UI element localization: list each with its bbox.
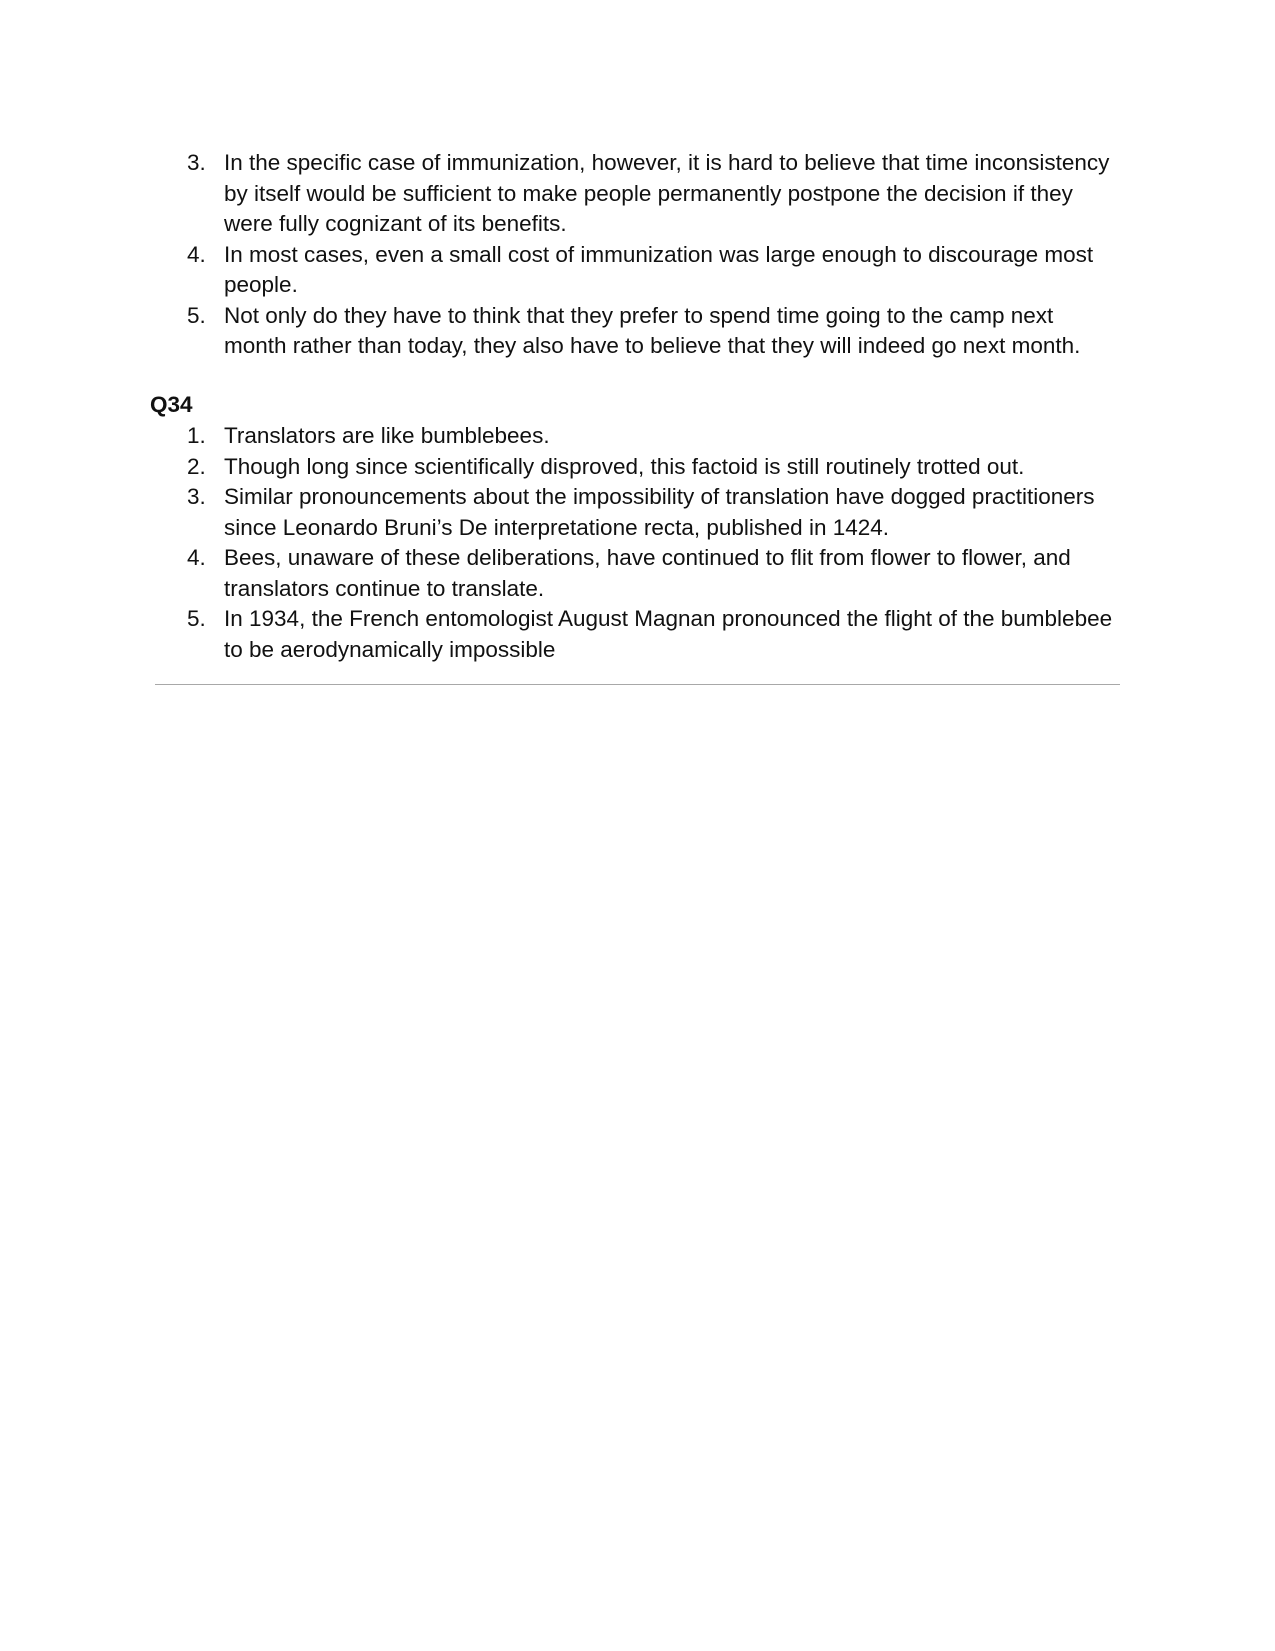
list-item-number: 4. <box>187 241 206 267</box>
list-item <box>150 604 1120 665</box>
list-item-number: 3. <box>187 150 206 175</box>
list-item-number: 1. <box>187 423 206 448</box>
list-item <box>150 543 1120 604</box>
list-item-text: Not only do they have to think that they prefer to spend time going to the camp next month rather than today, they also have to believe that they will indeed go next month. <box>224 302 1081 358</box>
list-item-text: In most cases, even a small cost of immunization was large enough to discourage most people. <box>224 241 1094 297</box>
previous-question-list <box>150 148 1120 362</box>
list-item <box>150 301 1120 362</box>
horizontal-divider <box>155 684 1120 685</box>
list-item <box>150 482 1120 543</box>
list-item-number: 5. <box>187 302 206 328</box>
list-item-text: Though long since scientifically disproved, this factoid is still routinely trotted out. <box>224 453 1025 479</box>
list-item-text: In 1934, the French entomologist August Magnan pronounced the flight of the bumblebee to be aerodynamically impossible <box>224 606 1113 662</box>
list-item-number: 3. <box>187 484 206 509</box>
list-item <box>150 421 1120 452</box>
list-item <box>150 452 1120 483</box>
list-item-text: Translators are like bumblebees. <box>224 423 550 448</box>
list-item-number: 5. <box>187 606 206 631</box>
list-item-text: Bees, unaware of these deliberations, have continued to flit from flower to flower, and translators continue to translate. <box>224 545 1071 601</box>
list-item-number: 4. <box>187 545 206 570</box>
q34-sentence-list <box>150 421 1120 665</box>
list-item <box>150 148 1120 240</box>
list-item <box>150 240 1120 301</box>
list-item-number: 2. <box>187 453 206 479</box>
list-item-text: In the specific case of immunization, however, it is hard to believe that time inconsistency by itself would be sufficient to make people permanently postpone the decision if they were fully cognizant of its benefits. <box>224 150 1110 236</box>
list-item-text: Similar pronouncements about the impossibility of translation have dogged practitioners since Leonardo Bruni’s De interpretatione recta, published in 1424. <box>224 484 1095 540</box>
question-heading-q34: Q34 <box>150 392 193 417</box>
